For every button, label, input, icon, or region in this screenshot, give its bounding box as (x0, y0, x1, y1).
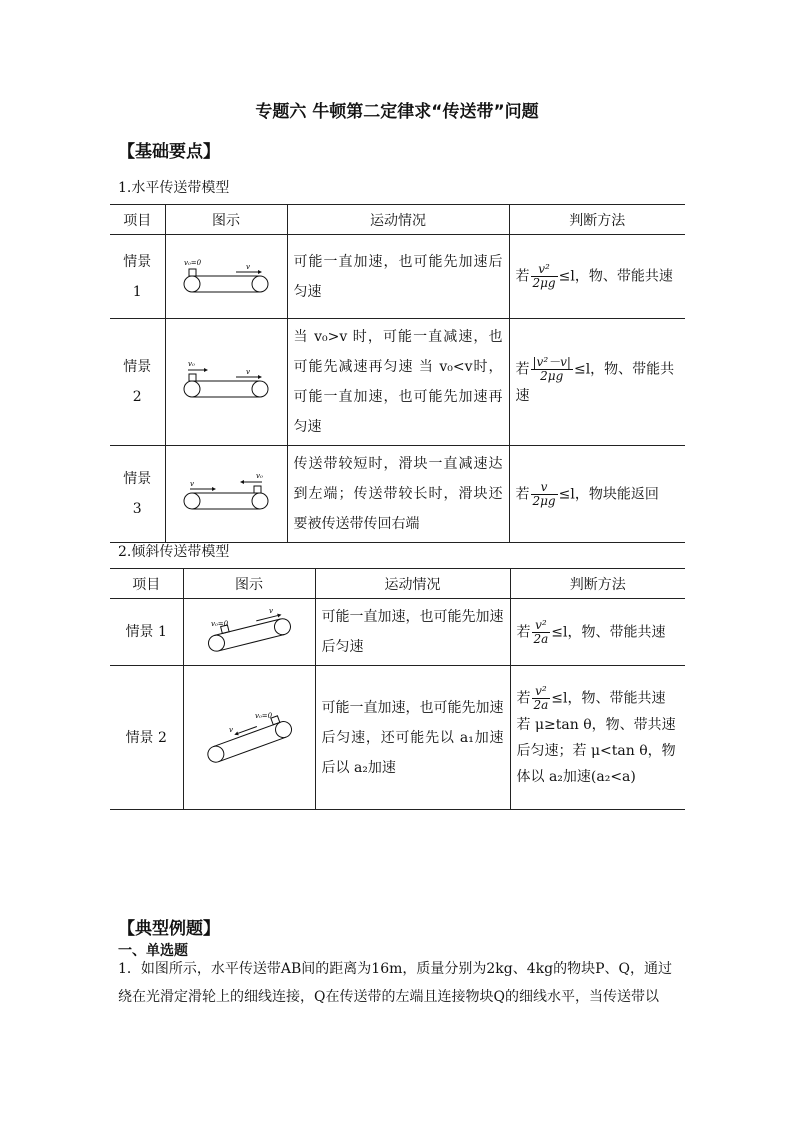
label: v (246, 368, 250, 376)
label: v (269, 607, 273, 615)
horizontal-belt-diagram-2 (176, 355, 276, 405)
judge-text: 若 $\frac{\text{|v²－v|}}{2\mu g}$ ≤l，物、带能共速 (509, 319, 685, 446)
header-diagram: 图示 (183, 569, 315, 599)
header-item: 项目 (110, 205, 165, 235)
horizontal-belt-diagram-3 (176, 467, 276, 517)
scene-label: 情景 3 (110, 446, 165, 543)
horizontal-model-heading: 1.水平传送带模型 (118, 180, 230, 196)
label: v₀=0 (211, 620, 229, 628)
motion-text: 传送带较短时，滑块一直减速达到左端；传送带较长时，滑块还要被传送带传回右端 (287, 446, 509, 543)
label: v₀=0 (255, 711, 273, 720)
belt-diagram (183, 599, 315, 666)
motion-text: 可能一直加速，也可能先加速后匀速 (287, 235, 509, 319)
scene-label: 情景 1 (110, 599, 183, 666)
page-title: 专题六 牛顿第二定律求“传送带”问题 (255, 102, 539, 122)
belt-diagram (165, 446, 287, 543)
label: v (229, 725, 233, 734)
motion-text: 当 v₀>v 时，可能一直减速，也可能先减速再匀速 当 v₀<v时，可能一直加速，也可能先加速再匀速 (287, 319, 509, 446)
header-diagram: 图示 (165, 205, 287, 235)
section-examples-heading: 【典型例题】 (118, 919, 220, 939)
header-judge: 判断方法 (510, 569, 685, 599)
label: v₀=0 (184, 258, 202, 267)
label: v₀ (256, 472, 263, 480)
judge-text: 若 $\frac{\text{v²}}{2a}$ ≤l，物、带能共速 (510, 599, 685, 666)
header-motion: 运动情况 (315, 569, 510, 599)
label: v₀ (188, 360, 195, 368)
scene-label: 情景 2 (110, 666, 183, 810)
horizontal-belt-diagram-1 (176, 250, 276, 300)
scene-label: 情景 2 (110, 319, 165, 446)
inclined-belt-diagram-1 (199, 605, 299, 655)
header-motion: 运动情况 (287, 205, 509, 235)
table-row (110, 446, 685, 543)
judge-text: 若 $\frac{v}{2\mu g}$ ≤l，物块能返回 (509, 446, 685, 543)
judge-text: 若 $\frac{\text{v²}}{2a}$ ≤l，物、带能共速 若 μ≥tan θ，物、带共速后匀速；若 μ<tan θ，物体以 a₂加速(a₂<a) (510, 666, 685, 810)
belt-diagram (183, 666, 315, 810)
table-row (110, 666, 685, 810)
motion-text: 可能一直加速，也可能先加速后匀速，还可能先以 a₁加速后以 a₂加速 (315, 666, 510, 810)
table-row (110, 235, 685, 319)
table-row (110, 599, 685, 666)
header-item: 项目 (110, 569, 183, 599)
label: v (190, 480, 194, 488)
scene-label: 情景 1 (110, 235, 165, 319)
header-judge: 判断方法 (509, 205, 685, 235)
single-choice-heading: 一、单选题 (118, 943, 188, 959)
motion-text: 可能一直加速，也可能先加速后匀速 (315, 599, 510, 666)
horizontal-belt-table (110, 204, 685, 543)
table-row (110, 319, 685, 446)
label: v (246, 262, 250, 271)
judge-text: 若 $\frac{\text{v²}}{2\mu g}$ ≤l，物、带能共速 (509, 235, 685, 319)
section-basics-heading: 【基础要点】 (118, 142, 220, 162)
belt-diagram (165, 319, 287, 446)
judge-extra: 若 μ≥tan θ，物、带共速后匀速；若 μ<tan θ，物体以 a₂加速(a₂<a) (516, 717, 676, 785)
belt-diagram (165, 235, 287, 319)
inclined-belt-table (110, 568, 685, 810)
inclined-belt-diagram-2 (199, 706, 299, 766)
inclined-model-heading: 2.倾斜传送带模型 (118, 544, 230, 560)
problem-1-text: 1．如图所示，水平传送带AB间的距离为16m，质量分别为2kg、4kg的物块P、Q，通过绕在光滑定滑轮上的细线连接，Q在传送带的左端且连接物块Q的细线水平，当传送带以 (118, 961, 672, 1005)
